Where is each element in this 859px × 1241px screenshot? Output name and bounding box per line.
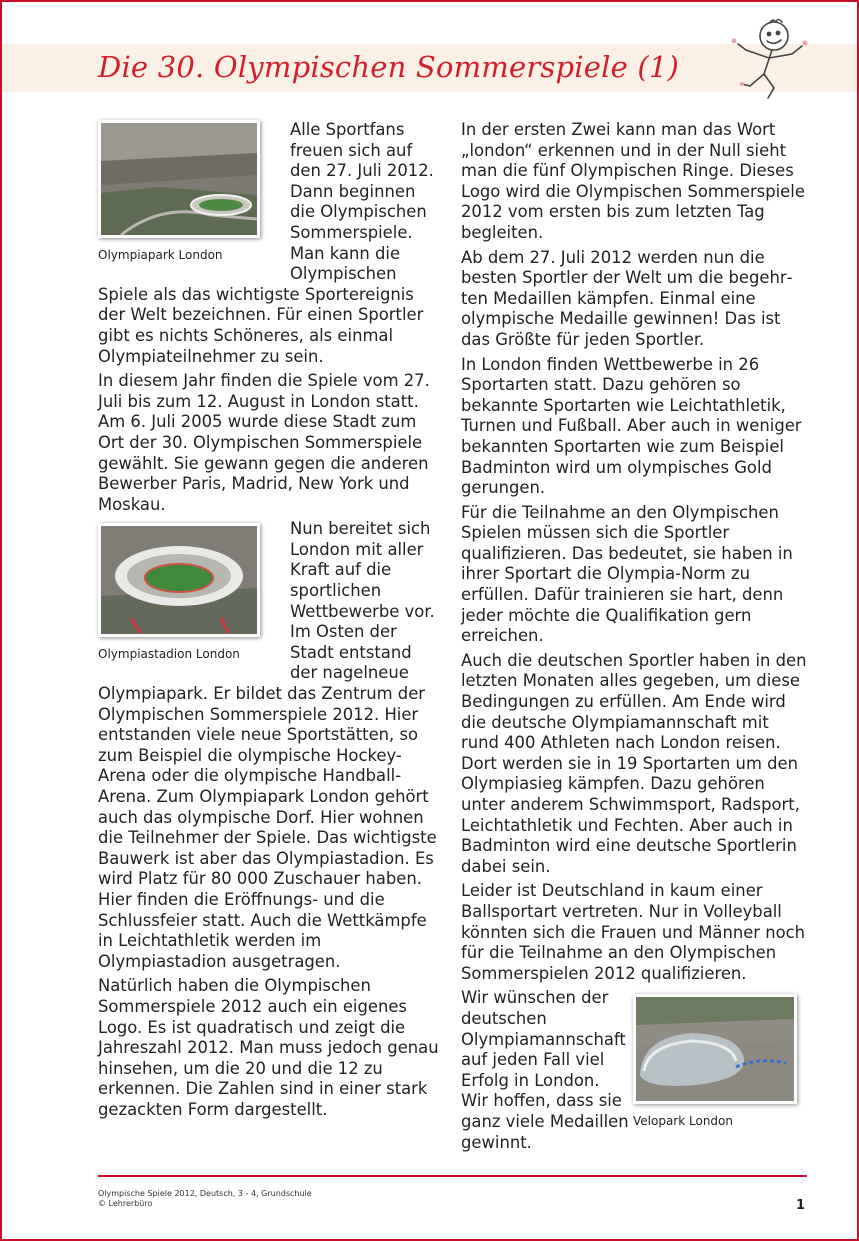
footer-copyright: © Lehrerbüro xyxy=(98,1199,153,1208)
paragraph: Natürlich haben die Olympischen Sommerspiele 2012 auch ein eigenes Logo. Es ist quadratisch und zeigt die Jahreszahl 2012. Man muss jedoch genau hinsehen, um die 20 und die 12 zu erkennen. Die Zahlen sind in einer stark gezackten Form dargestellt. xyxy=(98,976,439,1119)
velopark-photo xyxy=(633,994,797,1104)
figure-caption: Olympiastadion London xyxy=(98,647,240,662)
figure-caption: Velopark London xyxy=(633,1114,733,1129)
paragraph: In der ersten Zwei kann man das Wort „london“ erkennen und in der Null sieht man die fünf Olympischen Ringe. Dieses Logo wird die Olympischen Sommerspiele 2012 vom ersten bis zum letzten Tag begleiten. xyxy=(461,120,805,242)
paragraph: Leider ist Deutschland in kaum einer Ballsportart vertreten. Nur in Volleyball könnten sich die Frauen und Männer noch für die Teilnahme an den Olympischen Sommerspielen 2012 qualifizieren. xyxy=(461,881,806,983)
footer-source: Olympische Spiele 2012, Deutsch, 3 - 4, Grundschule xyxy=(98,1189,312,1198)
paragraph: Ab dem 27. Juli 2012 werden nun die besten Sportler der Welt um die begehrten Medaillen kämpfen. Einmal eine olympische Medaille gewinnen! Das ist das Größte für jeden Sportler. xyxy=(461,247,793,349)
figure-caption: Olympiapark London xyxy=(98,248,223,262)
left-column xyxy=(98,120,443,1125)
paragraph: Nun bereitet sich London mit aller Kraft auf die sportlichen Wettbewerbe vor. Im Osten der Stadt entstand der nagelneue Olympiapark. Er bildet das Zentrum der Olympischen Sommerspiele 2012. Hier entstanden viele neue Sportstätten, so zum Beispiel die olympische Hockey-Arena oder die olympische Handball-Arena. Zum Olympiapark London gehört auch das olympische Dorf. Hier wohnen die Teilnehmer der Spiele. Das wichtigste Bauwerk ist aber das Olympiastadion. Es wird Platz für 80 000 Zuschauer haben. Hier finden die Eröffnungs- und die Schlussfeier statt. Auch die Wettkämpfe in Leichtathletik werden im Olympiastadion ausgetragen. xyxy=(98,519,437,971)
paragraph: Auch die deutschen Sportler haben in den letzten Monaten alles gegeben, um diese Bedingungen zu erfüllen. Am Ende wird die deutsche Olympiamannschaft mit rund 400 Athleten nach London reisen. Dort werden sie in 19 Sportarten um den Olympiasieg kämpfen. Dazu gehören unter anderem Schwimmsport, Radsport, Leichtathletik und Fechten. Aber auch in Badminton wird eine deutsche Sportlerin dabei sein. xyxy=(461,650,807,876)
paragraph: In London finden Wettbewerbe in 26 Sportarten statt. Dazu gehören so bekannte Sportarten wie Leichtathletik, Turnen und Fußball. Aber auch in weniger bekannten Sportarten wie zum Beispiel Badminton wird um olympisches Gold gerungen. xyxy=(461,354,802,498)
paragraph: Wir wünschen der deutschen Olympiamannschaft auf jeden Fall viel Erfolg in London. Wir hoffen, dass sie ganz viele Medaillen gewinnt. xyxy=(461,988,629,1152)
right-column xyxy=(461,120,807,1157)
footer-text xyxy=(98,1189,312,1209)
paragraph: Für die Teilnahme an den Olympischen Spielen müssen sich die Sportler qualifizieren. Das bedeutet, sie haben in ihrer Sportart die Olympia-Norm zu erfüllen. Dafür trainieren sie hart, denn jeder möchte die Qualifikation gern erreichen. xyxy=(461,502,793,646)
footer-divider xyxy=(98,1175,807,1177)
paragraph: Alle Sportfans freuen sich auf den 27. Juli 2012. Dann beginnen die Olympischen Sommerspiele. Man kann die Olympischen Spiele als das wichtigste Sportereignis der Welt bezeichnen. Für einen Sportler gibt es nichts Schöneres, als einmal Olympiateilnehmer zu sein. xyxy=(98,120,434,366)
paragraph: In diesem Jahr finden die Spiele vom 27. Juli bis zum 12. August in London statt. Am 6. Juli 2005 wurde diese Stadt zum Ort der 30. Olympischen Sommerspiele gewählt. Sie gewann gegen die anderen Bewerber Paris, Madrid, New York und Moskau. xyxy=(98,371,430,514)
figure-olympiastadion xyxy=(98,523,284,671)
figure-velopark xyxy=(633,994,807,1138)
mascot-illustration xyxy=(712,14,812,104)
figure-olympiapark xyxy=(98,120,284,272)
page-number: 1 xyxy=(796,1198,806,1213)
olympiastadion-photo xyxy=(98,523,260,637)
page-title: Die 30. Olympischen Sommerspiele (1) xyxy=(98,50,680,84)
olympiapark-photo xyxy=(98,120,260,238)
